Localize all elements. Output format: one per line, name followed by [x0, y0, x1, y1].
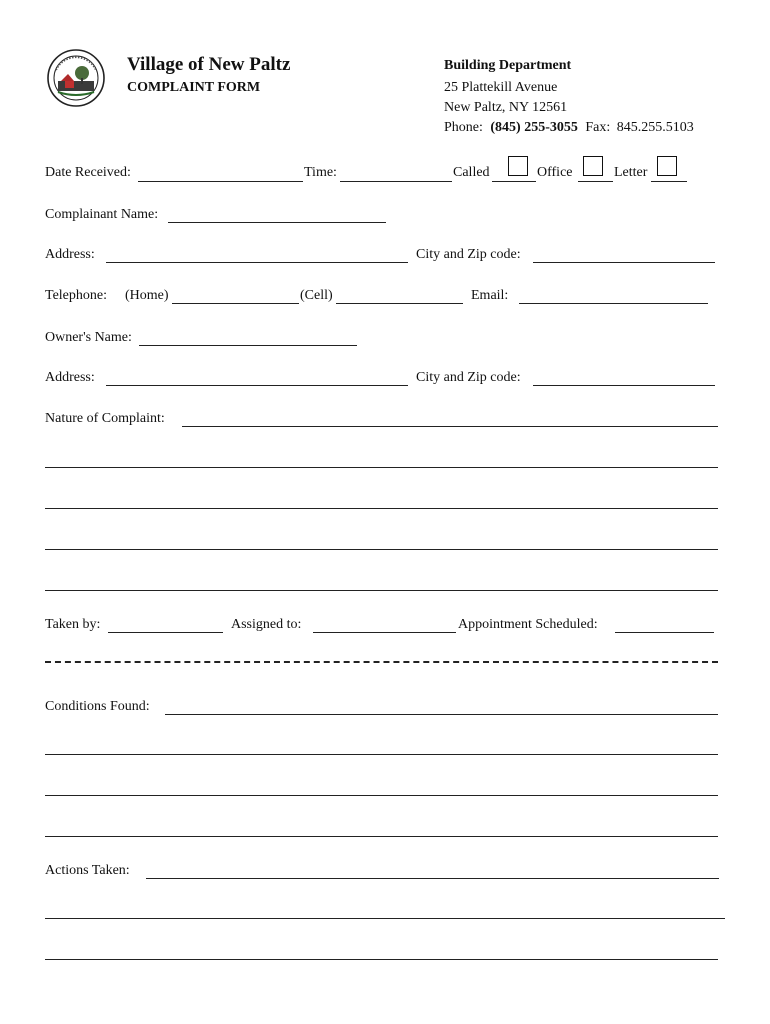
owners-name-field[interactable]	[139, 345, 357, 346]
actions-line-3[interactable]	[45, 959, 718, 960]
conditions-line-3[interactable]	[45, 795, 718, 796]
email-label: Email:	[471, 288, 509, 303]
date-received-field[interactable]	[138, 181, 303, 182]
home-label: (Home)	[125, 288, 169, 303]
letter-checkbox[interactable]	[657, 156, 677, 176]
called-checkbox[interactable]	[508, 156, 528, 176]
office-underline	[578, 181, 613, 182]
actions-taken-field[interactable]	[146, 878, 719, 879]
letter-label: Letter	[614, 165, 648, 180]
called-underline	[492, 181, 536, 182]
phone-label: Phone:	[444, 120, 483, 135]
date-received-label: Date Received:	[45, 165, 131, 180]
conditions-line-4[interactable]	[45, 836, 718, 837]
owner-address-label: Address:	[45, 370, 95, 385]
village-name: Village of New Paltz	[127, 54, 291, 75]
department-name: Building Department	[444, 58, 572, 73]
email-field[interactable]	[519, 303, 708, 304]
letter-underline	[651, 181, 687, 182]
complaint-line-4[interactable]	[45, 549, 718, 550]
phone-fax-line	[444, 120, 694, 136]
office-checkbox[interactable]	[583, 156, 603, 176]
owner-address-field[interactable]	[106, 385, 408, 386]
time-label: Time:	[304, 165, 337, 180]
owners-name-label: Owner's Name:	[45, 330, 132, 345]
conditions-found-field[interactable]	[165, 714, 718, 715]
section-divider	[45, 661, 718, 663]
complainant-city-zip-field[interactable]	[533, 262, 715, 263]
owner-city-zip-label: City and Zip code:	[416, 370, 521, 385]
fax-number: 845.255.5103	[616, 120, 694, 135]
home-phone-field[interactable]	[172, 303, 299, 304]
taken-by-label: Taken by:	[45, 617, 101, 632]
called-label: Called	[453, 165, 490, 180]
actions-line-2[interactable]	[45, 918, 725, 919]
telephone-label: Telephone:	[45, 288, 107, 303]
conditions-line-2[interactable]	[45, 754, 718, 755]
nature-of-complaint-field[interactable]	[182, 426, 718, 427]
conditions-found-label: Conditions Found:	[45, 699, 150, 714]
office-label: Office	[537, 165, 573, 180]
assigned-to-label: Assigned to:	[231, 617, 302, 632]
address-line1: 25 Plattekill Avenue	[444, 80, 558, 95]
appointment-scheduled-label: Appointment Scheduled:	[458, 617, 598, 632]
complaint-line-3[interactable]	[45, 508, 718, 509]
time-field[interactable]	[340, 181, 452, 182]
complainant-name-field[interactable]	[168, 222, 386, 223]
complainant-address-label: Address:	[45, 247, 95, 262]
cell-phone-field[interactable]	[336, 303, 463, 304]
taken-by-field[interactable]	[108, 632, 223, 633]
complainant-city-zip-label: City and Zip code:	[416, 247, 521, 262]
actions-taken-label: Actions Taken:	[45, 863, 130, 878]
cell-label: (Cell)	[300, 288, 333, 303]
village-seal-icon	[46, 48, 106, 108]
nature-of-complaint-label: Nature of Complaint:	[45, 411, 165, 426]
fax-label: Fax:	[585, 120, 611, 135]
complainant-address-field[interactable]	[106, 262, 408, 263]
complaint-line-5[interactable]	[45, 590, 718, 591]
assigned-to-field[interactable]	[313, 632, 456, 633]
phone-number: (845) 255-3055	[490, 120, 578, 135]
complainant-name-label: Complainant Name:	[45, 207, 159, 222]
address-line2: New Paltz, NY 12561	[444, 100, 568, 115]
complaint-line-2[interactable]	[45, 467, 718, 468]
owner-city-zip-field[interactable]	[533, 385, 715, 386]
appointment-scheduled-field[interactable]	[615, 632, 714, 633]
form-title: COMPLAINT FORM	[127, 80, 261, 95]
